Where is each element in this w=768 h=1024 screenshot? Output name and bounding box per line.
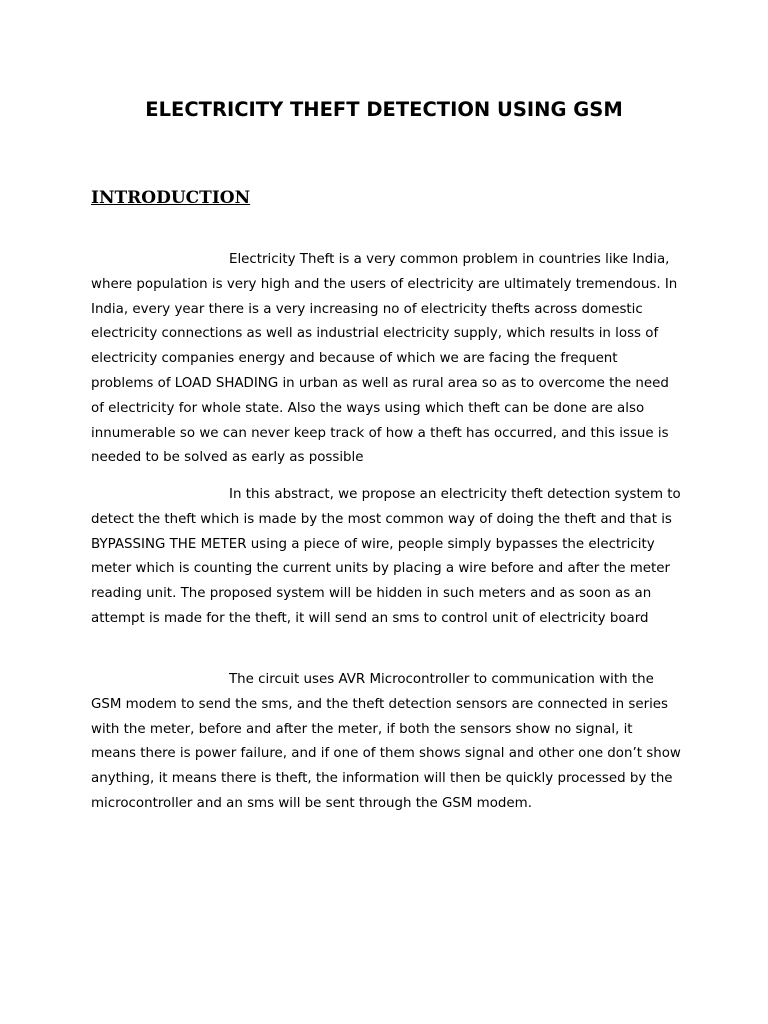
section-heading-introduction: INTRODUCTION <box>91 188 251 208</box>
paragraph-3: The circuit uses AVR Microcontroller to communication with the GSM modem to send the sms, and the theft detection sensors are connected in series with the meter, before and after the meter, if both the sensors show no signal, it means there is power failure, and if one of them shows signal and other one don’t show anything, it means there is theft, the information will then be quickly processed by the microcontroller and an sms will be sent through the GSM modem. <box>91 672 681 811</box>
document-title: ELECTRICITY THEFT DETECTION USING GSM <box>145 98 623 121</box>
paragraph-1: Electricity Theft is a very common problem in countries like India, where population is very high and the users of electricity are ultimately tremendous. In India, every year there is a very increasing no of electricity thefts across domestic electricity connections as well as industrial electricity supply, which results in loss of electricity companies energy and because of which we are facing the frequent problems of LOAD SHADING in urban as well as rural area so as to overcome the need of electricity for whole state. Also the ways using which theft can be done are also innumerable so we can never keep track of how a theft has occurred, and this issue is needed to be solved as early as possible <box>91 252 678 466</box>
paragraph-2: In this abstract, we propose an electricity theft detection system to detect the theft which is made by the most common way of doing the theft and that is BYPASSING THE METER using a piece of wire, people simply bypasses the electricity meter which is counting the current units by placing a wire before and after the meter reading unit. The proposed system will be hidden in such meters and as soon as an attempt is made for the theft, it will send an sms to control unit of electricity board <box>91 487 681 626</box>
